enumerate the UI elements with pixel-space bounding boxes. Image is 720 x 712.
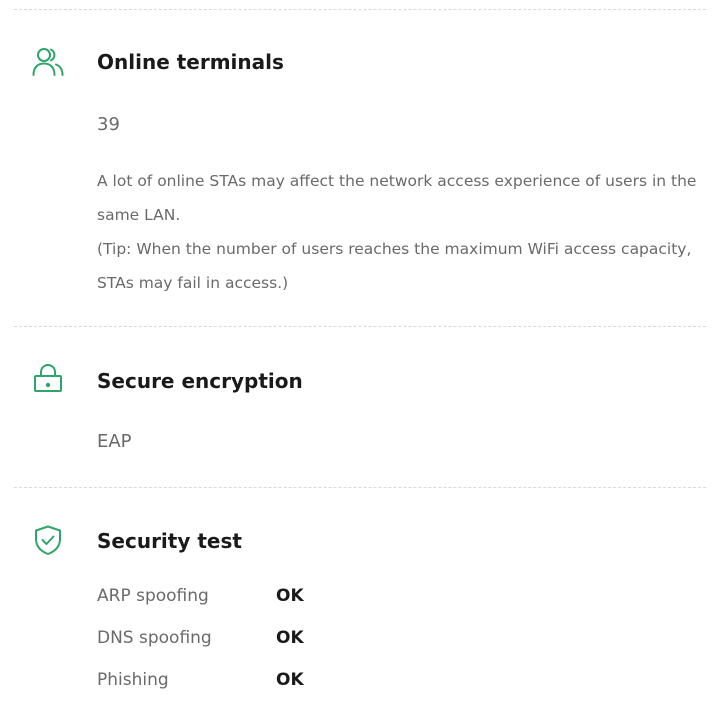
encryption-value: EAP: [97, 431, 132, 452]
test-status: OK: [276, 670, 304, 690]
users-icon: [32, 46, 64, 78]
shield-check-icon: [32, 524, 64, 556]
description-line: A lot of online STAs may affect the network access experience of users in the same LAN.: [97, 172, 697, 224]
security-test-row-phishing: [97, 666, 357, 694]
security-test-title: Security test: [97, 529, 242, 553]
security-test-section: [0, 487, 720, 712]
security-test-row-arp: [97, 582, 357, 610]
test-label: Phishing: [97, 670, 169, 690]
secure-encryption-section: [0, 326, 720, 487]
tip-line: (Tip: When the number of users reaches the maximum WiFi access capacity, STAs may fail in access.): [97, 240, 692, 292]
online-terminals-title: Online terminals: [97, 50, 284, 74]
test-label: ARP spoofing: [97, 586, 209, 606]
test-label: DNS spoofing: [97, 628, 212, 648]
online-terminals-count: 39: [97, 114, 120, 135]
security-test-row-dns: [97, 624, 357, 652]
secure-encryption-title: Secure encryption: [97, 369, 303, 393]
lock-icon: [32, 363, 64, 395]
online-terminals-section: [0, 0, 720, 326]
test-status: OK: [276, 628, 304, 648]
online-terminals-description: [97, 164, 697, 300]
test-status: OK: [276, 586, 304, 606]
